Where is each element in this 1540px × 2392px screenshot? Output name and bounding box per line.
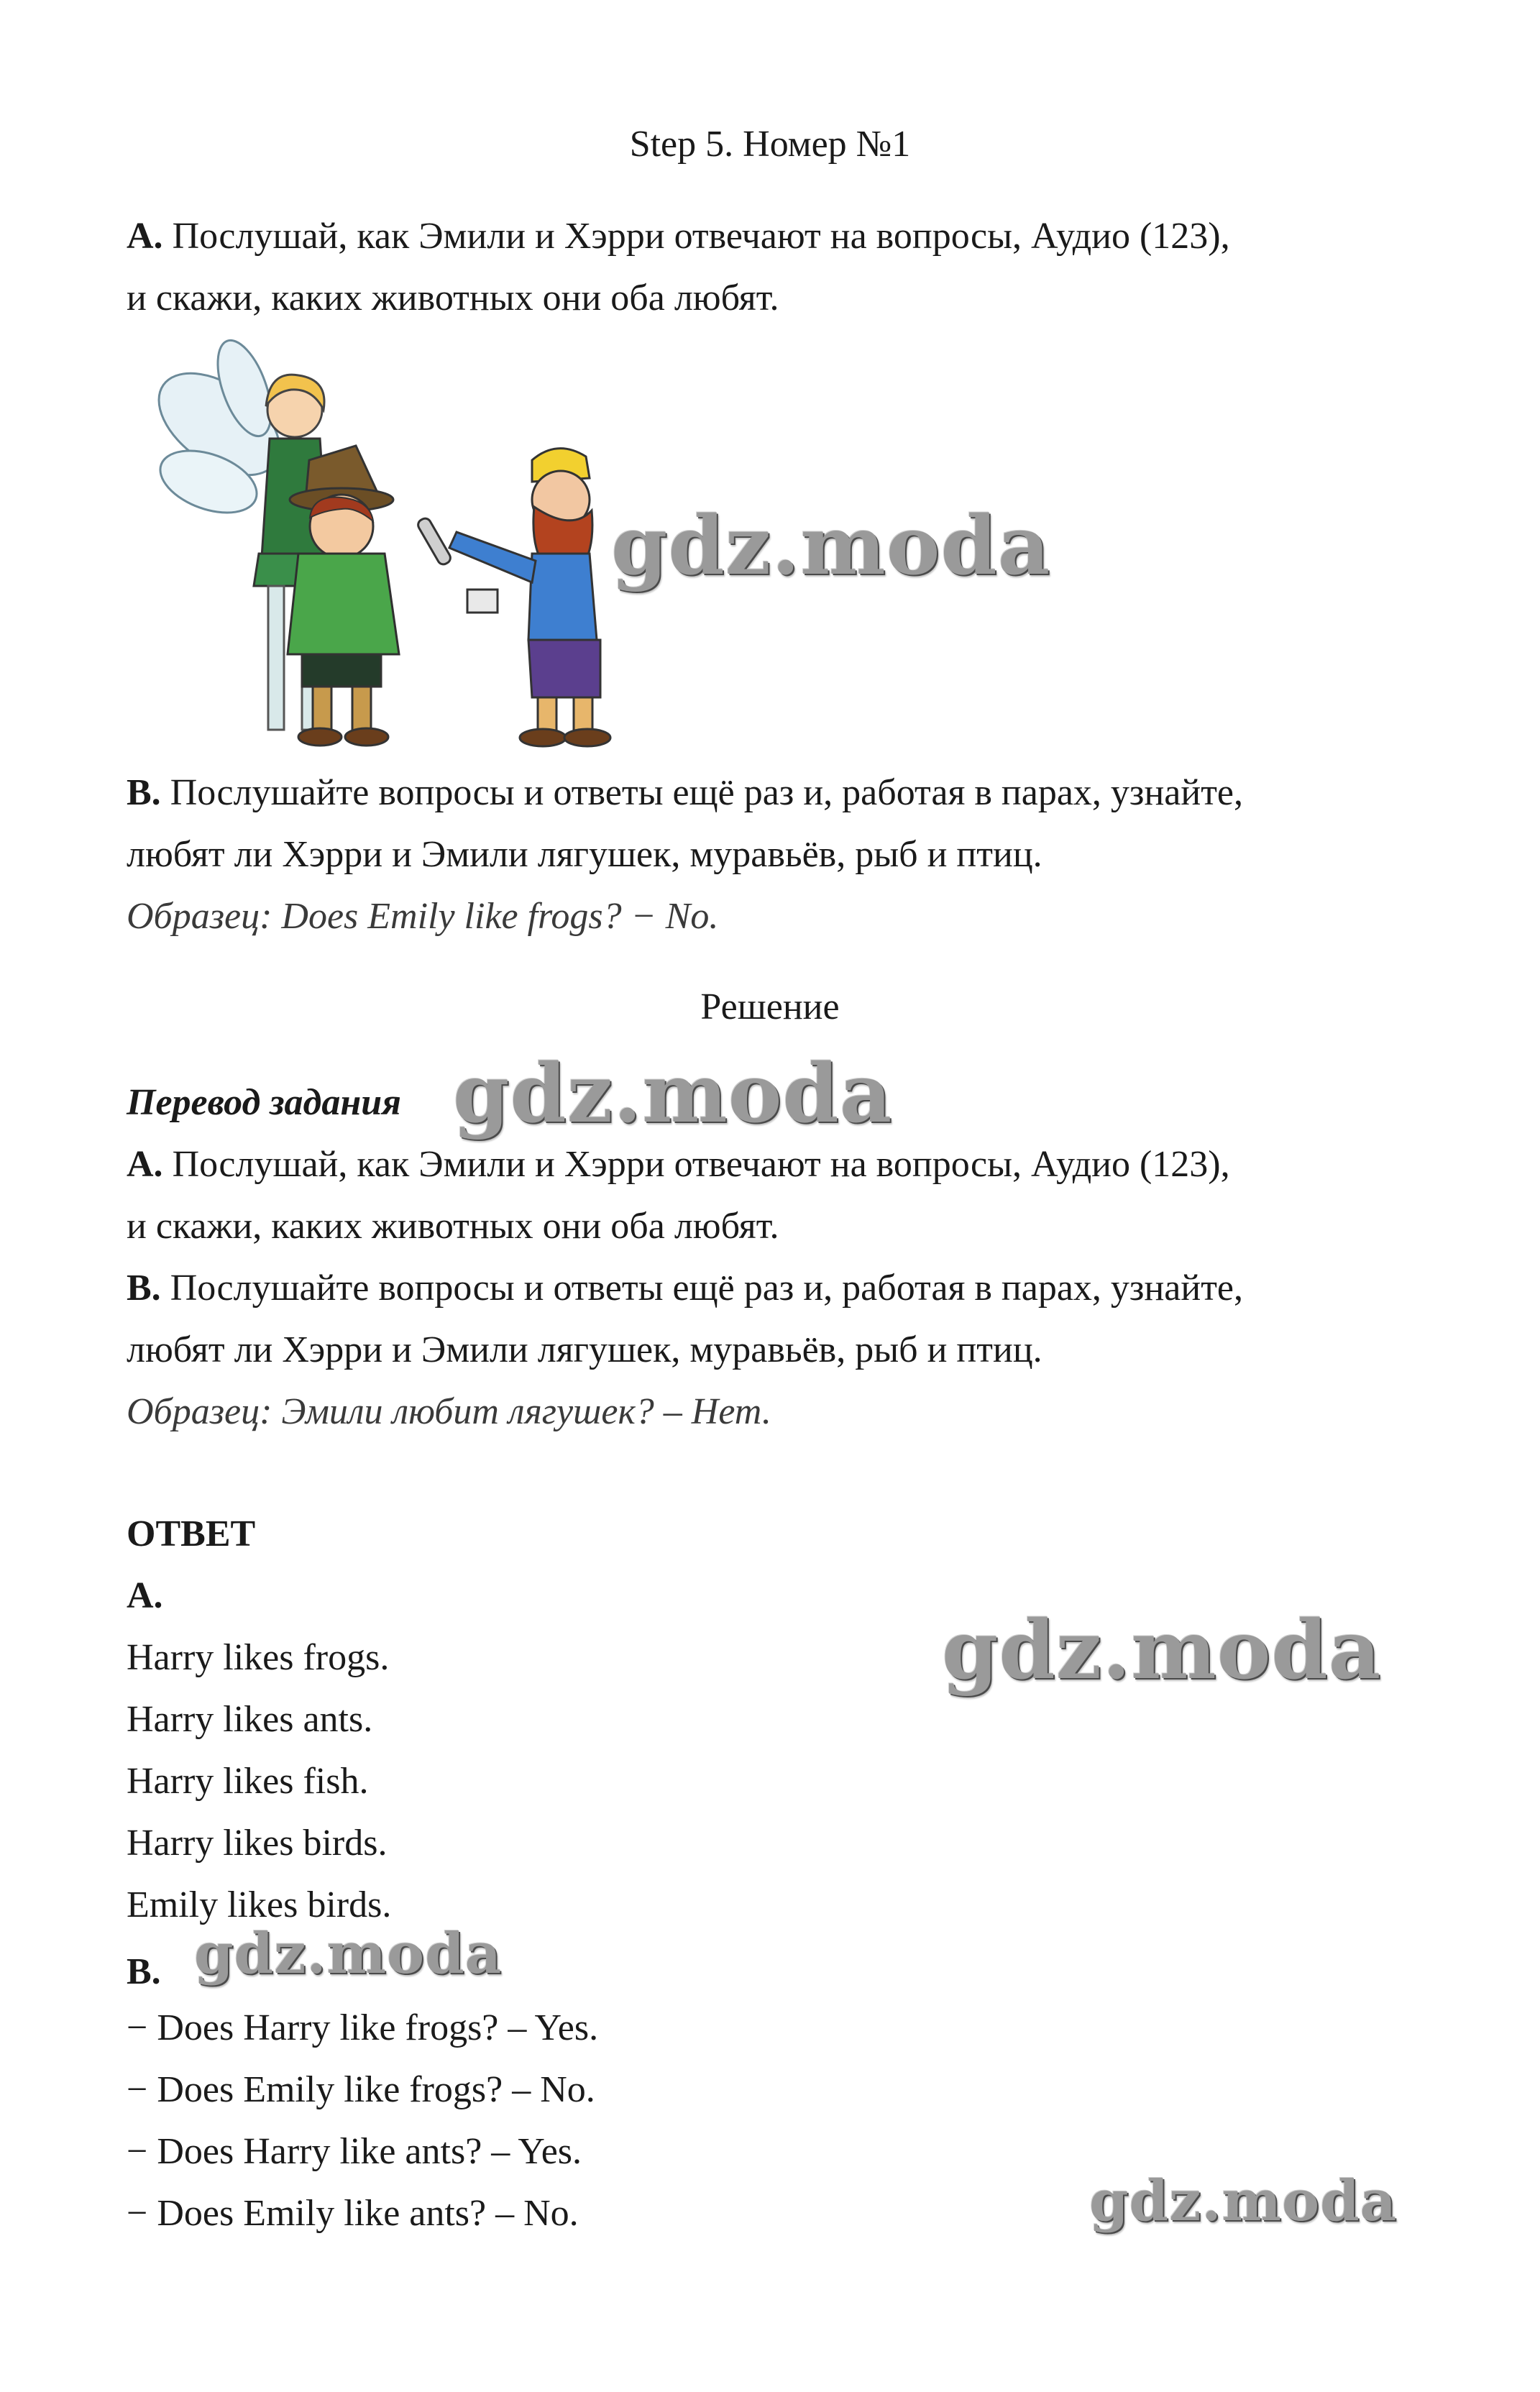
reporter-trousers xyxy=(528,640,600,697)
answer-a-line: Harry likes birds. xyxy=(127,1823,388,1864)
translation-a-letter: A. xyxy=(127,1144,163,1185)
gnome-shoe-right xyxy=(345,728,388,746)
gnome-leg-right xyxy=(352,687,371,733)
answer-b-letter: B. xyxy=(127,1951,161,1992)
answer-heading: ОТВЕТ xyxy=(127,1513,256,1554)
gnome-leg-left xyxy=(313,687,331,733)
watermark-4: gdz.moda xyxy=(194,1921,503,1987)
recorder-device xyxy=(467,590,498,613)
watermark-3: gdz.moda xyxy=(942,1603,1382,1697)
reporter-shoe-left xyxy=(520,729,566,746)
watermark-1: gdz.moda xyxy=(611,499,1051,593)
task-a-letter: A. xyxy=(127,216,163,257)
illustration-characters xyxy=(140,338,615,755)
translation-a-line2: и скажи, каких животных они оба любят. xyxy=(127,1206,779,1247)
watermark-5: gdz.moda xyxy=(1089,2168,1398,2234)
task-b-text1: Послушайте вопросы и ответы ещё раз и, работая в парах, узнайте, xyxy=(170,772,1243,813)
translation-b-letter: B. xyxy=(127,1268,161,1309)
answer-a-letter: A. xyxy=(127,1575,163,1616)
reporter-shirt xyxy=(528,554,597,640)
translation-b-text1: Послушайте вопросы и ответы ещё раз и, работая в парах, узнайте, xyxy=(170,1268,1243,1309)
answer-a-line: Harry likes ants. xyxy=(127,1699,373,1740)
task-a-line1 xyxy=(127,214,1230,259)
reporter-shoe-right xyxy=(564,729,610,746)
answer-a-line: Harry likes fish. xyxy=(127,1761,369,1802)
translation-example: Образец: Эмили любит лягушек? – Нет. xyxy=(127,1391,771,1432)
fairy-leg-left xyxy=(268,586,284,730)
translation-heading: Перевод задания xyxy=(127,1082,401,1123)
translation-b-line2: любят ли Хэрри и Эмили лягушек, муравьёв, рыб и птиц. xyxy=(127,1329,1042,1370)
gnome-coat xyxy=(288,554,399,654)
task-b-letter: B. xyxy=(127,772,161,813)
answer-b-line: − Does Harry like frogs? – Yes. xyxy=(127,2007,599,2048)
task-b-example: Образец: Does Emily like frogs? − No. xyxy=(127,896,719,937)
answer-b-line: − Does Emily like frogs? – No. xyxy=(127,2069,595,2110)
gnome-shoe-left xyxy=(298,728,342,746)
task-a-text1: Послушай, как Эмили и Хэрри отвечают на вопросы, Аудио (123), xyxy=(172,216,1230,257)
page-title: Step 5. Номер №1 xyxy=(629,124,911,165)
reporter-leg-right xyxy=(574,697,592,733)
answer-a-line: Emily likes birds. xyxy=(127,1884,392,1925)
watermark-2: gdz.moda xyxy=(453,1047,893,1141)
microphone-icon xyxy=(416,516,453,567)
task-b-line2: любят ли Хэрри и Эмили лягушек, муравьёв, рыб и птиц. xyxy=(127,834,1042,875)
translation-a-line1 xyxy=(127,1142,1230,1187)
task-b-line1 xyxy=(127,771,1243,815)
translation-a-text1: Послушай, как Эмили и Хэрри отвечают на вопросы, Аудио (123), xyxy=(172,1144,1230,1185)
task-a-line2: и скажи, каких животных они оба любят. xyxy=(127,278,779,319)
answer-a-line: Harry likes frogs. xyxy=(127,1637,390,1678)
reporter-arm xyxy=(449,532,536,582)
answer-b-line: − Does Emily like ants? – No. xyxy=(127,2193,579,2234)
answer-b-line: − Does Harry like ants? – Yes. xyxy=(127,2131,582,2172)
gnome-shorts xyxy=(302,654,381,687)
solution-heading: Решение xyxy=(700,986,840,1027)
reporter-leg-left xyxy=(538,697,556,733)
translation-b-line1 xyxy=(127,1266,1243,1311)
